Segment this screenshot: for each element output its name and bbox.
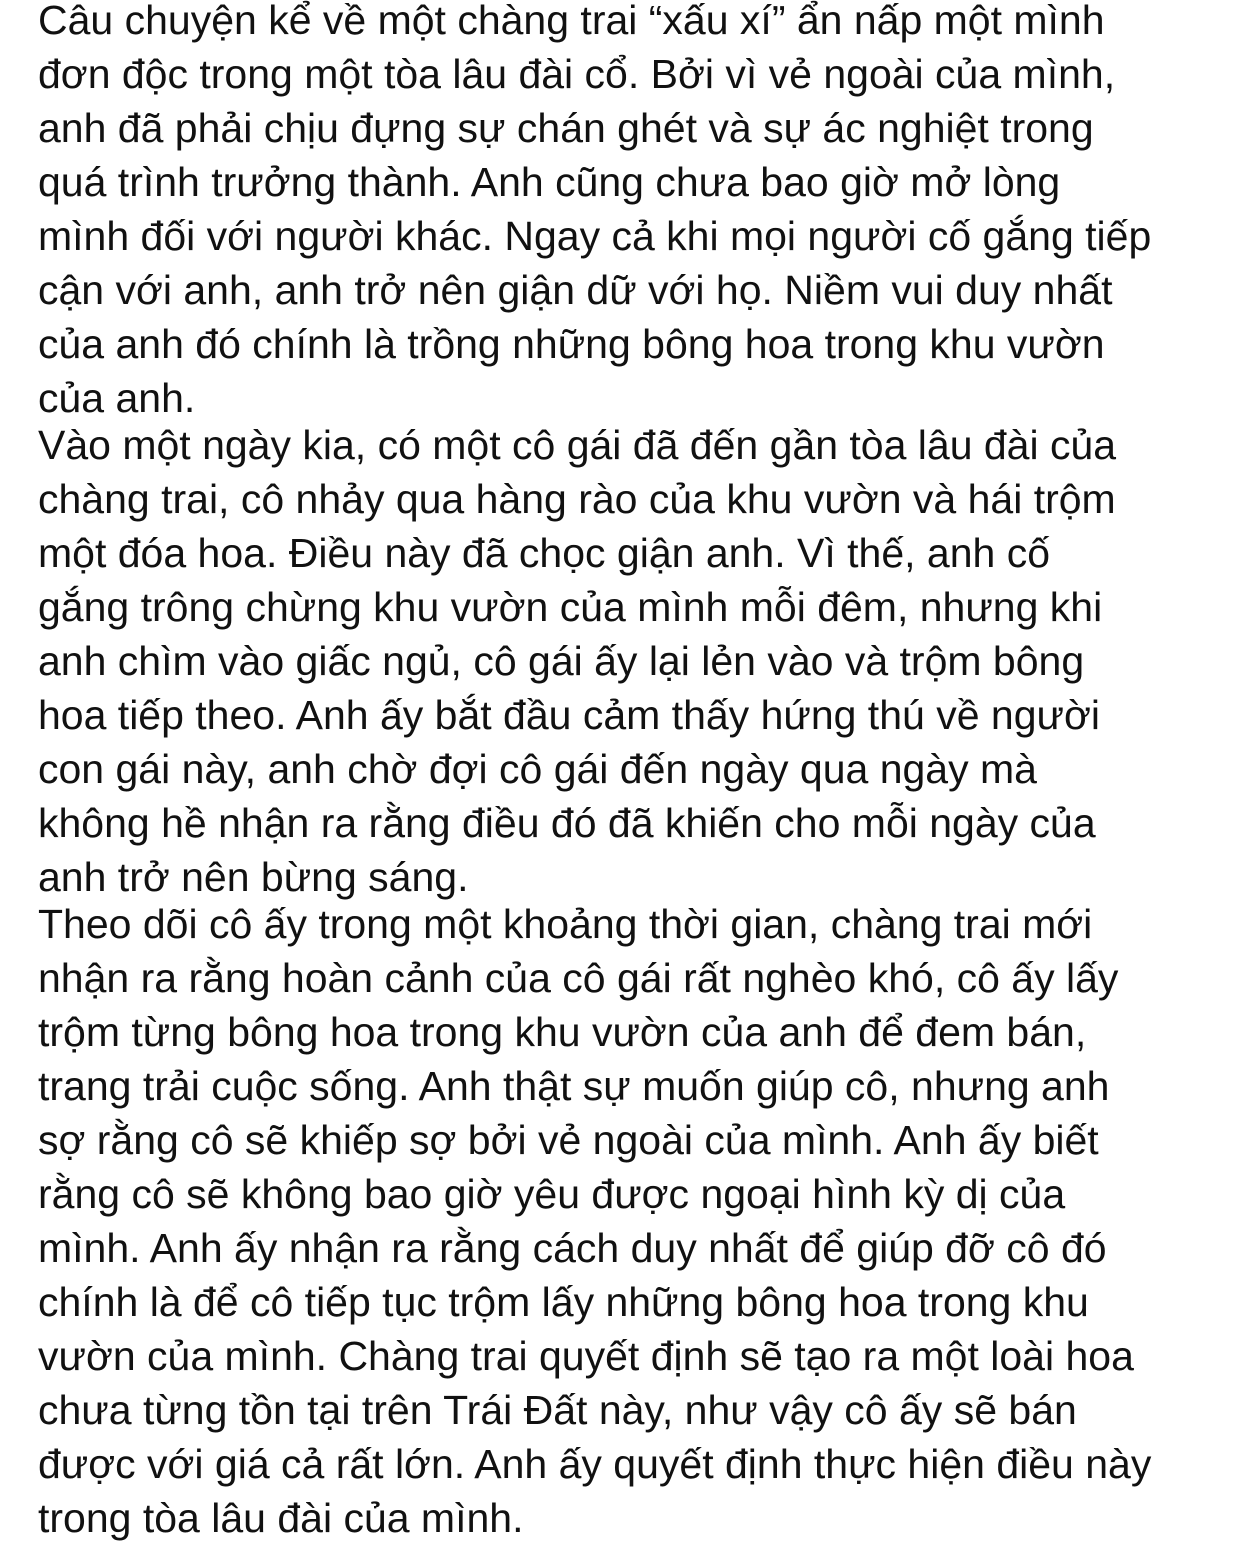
text-line: chưa từng tồn tại trên Trái Đất này, như vậy cô ấy sẽ bán	[38, 1387, 1077, 1433]
text-line: rằng cô sẽ không bao giờ yêu được ngoại hình kỳ dị của	[38, 1171, 1066, 1217]
text-line: nhận ra rằng hoàn cảnh của cô gái rất nghèo khó, cô ấy lấy	[38, 955, 1119, 1001]
text-line: một đóa hoa. Điều này đã chọc giận anh. Vì thế, anh cố	[38, 530, 1051, 576]
text-line: trong tòa lâu đài của mình.	[38, 1495, 524, 1541]
text-line: của anh.	[38, 375, 196, 421]
text-line: được với giá cả rất lớn. Anh ấy quyết định thực hiện điều này	[38, 1441, 1152, 1487]
text-line: đơn độc trong một tòa lâu đài cổ. Bởi vì vẻ ngoài của mình,	[38, 51, 1116, 97]
paragraph-1	[38, 0, 1222, 425]
text-line: chính là để cô tiếp tục trộm lấy những bông hoa trong khu	[38, 1279, 1089, 1325]
text-line: chàng trai, cô nhảy qua hàng rào của khu vườn và hái trộm	[38, 476, 1116, 522]
text-line: quá trình trưởng thành. Anh cũng chưa bao giờ mở lòng	[38, 159, 1061, 205]
text-line: hoa tiếp theo. Anh ấy bắt đầu cảm thấy hứng thú về người	[38, 692, 1100, 738]
text-line: Theo dõi cô ấy trong một khoảng thời gian, chàng trai mới	[38, 901, 1093, 947]
text-line: anh chìm vào giấc ngủ, cô gái ấy lại lẻn vào và trộm bông	[38, 638, 1085, 684]
text-line: gắng trông chừng khu vườn của mình mỗi đêm, nhưng khi	[38, 584, 1103, 630]
text-line: cận với anh, anh trở nên giận dữ với họ. Niềm vui duy nhất	[38, 267, 1113, 313]
text-line: con gái này, anh chờ đợi cô gái đến ngày qua ngày mà	[38, 746, 1037, 792]
text-line: mình đối với người khác. Ngay cả khi mọi người cố gắng tiếp	[38, 213, 1152, 259]
paragraph-3	[38, 897, 1222, 1545]
text-line: Vào một ngày kia, có một cô gái đã đến gần tòa lâu đài của	[38, 422, 1117, 468]
text-line: sợ rằng cô sẽ khiếp sợ bởi vẻ ngoài của mình. Anh ấy biết	[38, 1117, 1099, 1163]
paragraph-2	[38, 418, 1222, 904]
text-line: mình. Anh ấy nhận ra rằng cách duy nhất để giúp đỡ cô đó	[38, 1225, 1107, 1271]
text-line: Câu chuyện kể về một chàng trai “xấu xí” ẩn nấp một mình	[38, 0, 1105, 43]
text-line: không hề nhận ra rằng điều đó đã khiến cho mỗi ngày của	[38, 800, 1096, 846]
text-line: vườn của mình. Chàng trai quyết định sẽ tạo ra một loài hoa	[38, 1333, 1134, 1379]
text-line: của anh đó chính là trồng những bông hoa trong khu vườn	[38, 321, 1105, 367]
text-line: anh trở nên bừng sáng.	[38, 854, 469, 900]
text-line: trang trải cuộc sống. Anh thật sự muốn giúp cô, nhưng anh	[38, 1063, 1110, 1109]
text-line: anh đã phải chịu đựng sự chán ghét và sự ác nghiệt trong	[38, 105, 1094, 151]
text-line: trộm từng bông hoa trong khu vườn của anh để đem bán,	[38, 1009, 1087, 1055]
